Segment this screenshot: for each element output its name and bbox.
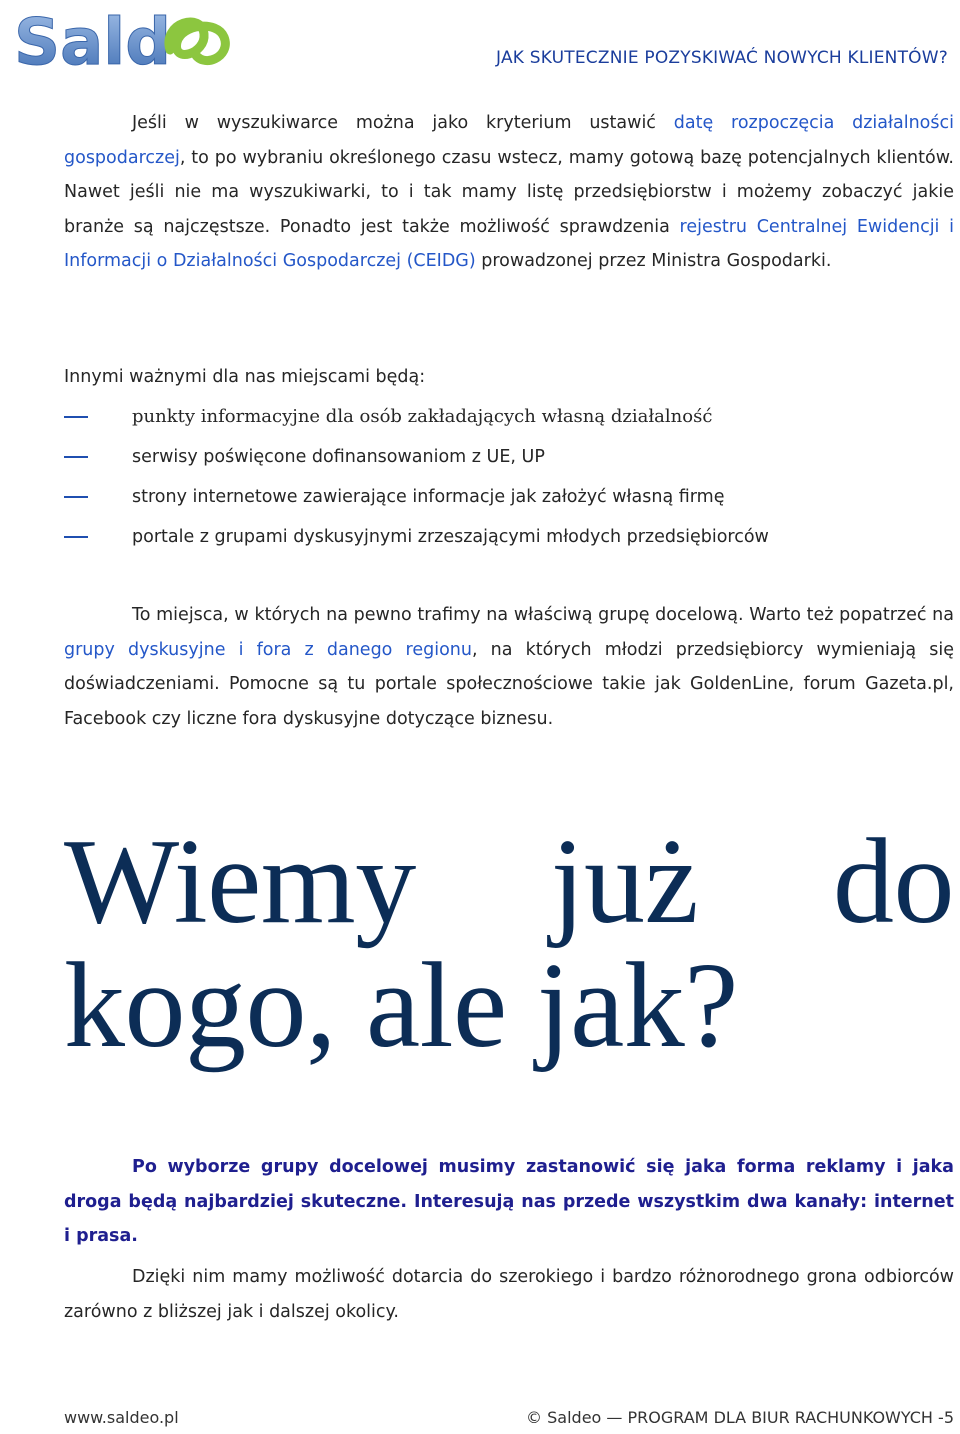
page-header xyxy=(0,0,960,80)
paragraph-forums xyxy=(64,598,954,736)
dash-bullet xyxy=(64,416,88,418)
heading-word: Wiemy xyxy=(64,814,416,949)
text: Dzięki nim mamy możliwość dotarcia do szerokiego i bardzo różnorodnego grona odbiorców zarówno z bliższej jak i dalszej okolicy. xyxy=(64,1267,954,1322)
page-footer xyxy=(64,1408,954,1434)
footer-copyright: © Saldeo — PROGRAM DLA BIUR RACHUNKOWYCH -5 xyxy=(526,1408,954,1427)
paragraph-channels xyxy=(64,1150,954,1254)
places-list xyxy=(64,397,954,557)
highlight-ceidg: rejestru Centralnej Ewidencji i Informacji o Działalności Gospodarczej (CEIDG) xyxy=(64,216,954,271)
dash-bullet xyxy=(64,536,88,538)
text: Po wyborze grupy docelowej musimy zastanowić się jaka forma reklamy i jaka droga będą najbardziej skuteczne. Interesują nas przede wszystkim dwa kanały: internet i prasa. xyxy=(64,1157,954,1246)
document-title: JAK SKUTECZNIE POZYSKIWAĆ NOWYCH KLIENTÓW? xyxy=(496,48,948,68)
list-intro: Innymi ważnymi dla nas miejscami będą: xyxy=(64,367,426,387)
paragraph-ceidg xyxy=(64,106,954,279)
text: Jeśli w wyszukiwarce można jako kryterium ustawić xyxy=(132,113,674,133)
list-item: punkty informacyjne dla osób zakładających własną działalność xyxy=(64,397,954,437)
list-item: strony internetowe zawierające informacje jak założyć własną firmę xyxy=(64,477,954,517)
highlight-start-date: datę rozpoczęcia działalności gospodarczej xyxy=(64,113,954,168)
text: prowadzonej przez Ministra Gospodarki. xyxy=(475,251,832,271)
footer-url: www.saldeo.pl xyxy=(64,1408,179,1427)
paragraph-reach xyxy=(64,1260,954,1329)
list-item: portale z grupami dyskusyjnymi zrzeszającymi młodych przedsiębiorców xyxy=(64,517,954,557)
saldeo-logo xyxy=(12,2,242,78)
paragraph-list-intro xyxy=(64,360,954,395)
heading-word: już xyxy=(550,814,699,949)
text: To miejsca, w których na pewno trafimy na właściwą grupę docelową. Warto też popatrzeć na xyxy=(132,605,954,625)
dash-bullet xyxy=(64,456,88,458)
heading-line: kogo, ale jak? xyxy=(64,938,738,1073)
text: , to po wybraniu określonego czasu wstecz, mamy gotową bazę potencjalnych klientów. Nawet jeśli nie ma wyszukiwarki, to i tak mamy listę przedsiębiorstw i możemy zobaczyć jakie branże są najczęstsze. Ponadto jest także możliwość sprawdzenia xyxy=(64,147,954,237)
heading-word: do xyxy=(832,814,954,949)
list-item: serwisy poświęcone dofinansowaniom z UE, UP xyxy=(64,437,954,477)
highlight-forums: grupy dyskusyjne i fora z danego regionu xyxy=(64,639,472,660)
svg-text:Sald: Sald xyxy=(14,6,172,78)
dash-bullet xyxy=(64,496,88,498)
section-heading xyxy=(64,814,954,1073)
text: , na których młodzi przedsiębiorcy wymieniają się doświadczeniami. Pomocne są tu portale społecznościowe takie jak GoldenLine, forum Gazeta.pl, Facebook czy liczne fora dyskusyjne dotyczące biznesu. xyxy=(64,639,954,729)
